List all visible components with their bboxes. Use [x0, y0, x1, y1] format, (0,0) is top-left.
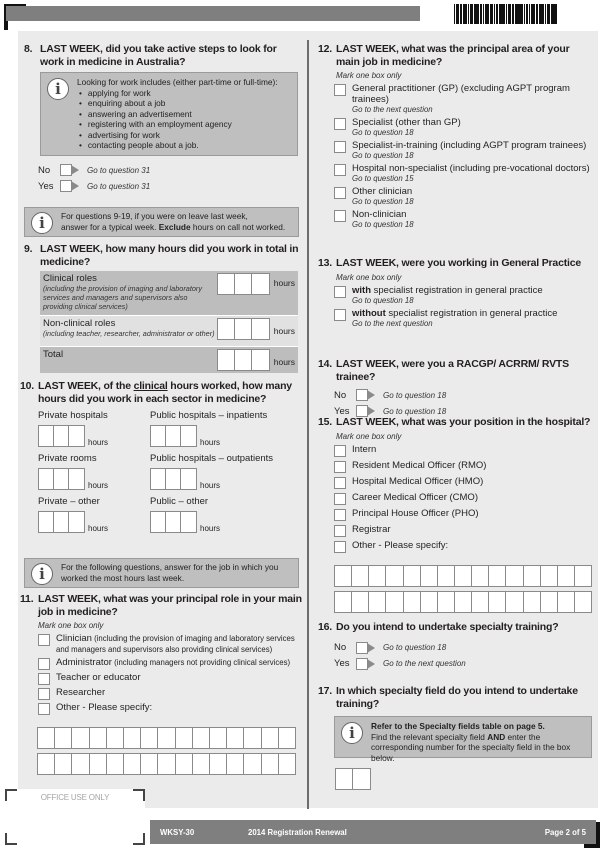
option-note: (including the provision of imaging and laboratory services and managers and supervisors also providing clinical services) — [56, 634, 295, 654]
checkbox[interactable] — [334, 477, 346, 489]
char-row[interactable] — [334, 565, 592, 587]
option-label: Intern — [352, 443, 377, 455]
arrow-icon — [367, 643, 375, 653]
info-icon: i — [341, 722, 363, 744]
option-teacher — [38, 672, 302, 685]
option-other — [38, 702, 302, 715]
unit-label: hours — [200, 438, 221, 447]
row-total — [40, 347, 298, 373]
sector-label: Private – other — [38, 496, 100, 507]
option-label: Other - Please specify: — [56, 702, 153, 713]
goto-instruction: Go to question 18 — [383, 406, 447, 416]
hours-input[interactable] — [38, 425, 85, 447]
question-text: LAST WEEK, did you take active steps to look for work in medicine in Australia? — [40, 43, 277, 68]
sector-private-rooms — [38, 453, 150, 490]
specialty-number-input[interactable] — [335, 768, 371, 790]
unit-label: hours — [273, 278, 295, 288]
sector-public-outpatients — [150, 453, 300, 490]
arrow-icon — [367, 406, 375, 416]
other-specify-input[interactable] — [334, 565, 592, 613]
info-item: • registering with an employment agency — [79, 119, 278, 130]
option-pho — [334, 508, 592, 521]
option-researcher — [38, 687, 302, 700]
option-label: specialist registration in general practice — [371, 284, 543, 296]
sector-public-other — [150, 496, 300, 533]
info-item: • contacting people about a job. — [79, 140, 278, 151]
goto-instruction: Go to question 31 — [87, 165, 151, 175]
question-number: 14. — [318, 358, 332, 370]
checkbox[interactable] — [334, 461, 346, 473]
option-other-clinician — [334, 186, 592, 207]
option-note: (including managers not providing clinical services) — [111, 658, 291, 667]
note-line — [61, 222, 285, 233]
crop-mark-bottom-right — [584, 822, 600, 848]
checkbox[interactable] — [334, 493, 346, 505]
question-number: 9. — [24, 243, 33, 255]
goto-instruction: Go to question 18 — [383, 643, 447, 652]
question-11 — [20, 593, 302, 775]
goto-instruction: Go to question 15 — [352, 174, 414, 183]
unit-label: hours — [88, 481, 109, 490]
column-divider — [307, 40, 309, 809]
unit-label: hours — [88, 438, 109, 447]
info-item: • advertising for work — [79, 130, 278, 141]
option-label: Teacher or educator — [56, 672, 141, 683]
checkbox[interactable] — [38, 703, 50, 715]
goto-instruction: Go to the next question — [383, 659, 466, 668]
arrow-icon — [367, 659, 375, 669]
option-non-clinician — [334, 209, 592, 230]
goto-instruction: Go to question 18 — [383, 390, 447, 400]
checkbox[interactable] — [38, 688, 50, 700]
question-number: 8. — [24, 43, 33, 55]
option-label: Administrator — [56, 657, 112, 668]
clinical-hours-input[interactable] — [217, 273, 270, 295]
question-text: Do you intend to undertake specialty training? — [336, 621, 559, 633]
option-no — [334, 640, 592, 656]
note-text: For the following questions, answer for the job in which you worked the most hours last week. — [61, 562, 279, 583]
option-other — [334, 540, 592, 553]
form-title: 2014 Registration Renewal — [248, 827, 347, 837]
info-item: • applying for work — [79, 88, 278, 99]
question-number: 16. — [318, 621, 332, 633]
info-box-following-questions — [24, 558, 299, 588]
question-14 — [318, 358, 592, 419]
option-no — [38, 162, 302, 178]
hours-input[interactable] — [38, 511, 85, 533]
goto-instruction: Go to the next question — [352, 105, 433, 114]
mark-instruction: Mark one box only — [336, 71, 402, 80]
option-label: General practitioner (GP) (excluding AGPT program trainees) — [352, 83, 570, 105]
option-yes — [38, 178, 302, 194]
barcode-icon — [454, 4, 596, 24]
char-row[interactable] — [334, 591, 592, 613]
form-code: WKSY-30 — [160, 827, 195, 837]
question-text: LAST WEEK, what was your position in the hospital? — [336, 416, 591, 428]
option-label: Yes — [38, 180, 54, 192]
checkbox[interactable] — [334, 187, 346, 199]
question-13 — [318, 257, 592, 329]
option-label: Clinician — [56, 633, 92, 644]
mark-instruction: Mark one box only — [38, 621, 104, 630]
question-10 — [20, 380, 302, 533]
row-label: Total — [43, 349, 64, 360]
info-emphasis: AND — [487, 731, 506, 742]
checkbox[interactable] — [334, 84, 346, 96]
question-text: LAST WEEK, what was your principal role in your main job in medicine? — [38, 593, 302, 618]
info-list — [79, 88, 278, 151]
question-15 — [318, 416, 592, 613]
info-icon: i — [47, 78, 69, 100]
note-text: answer for a typical week. — [61, 221, 159, 232]
option-label: Hospital Medical Officer (HMO) — [352, 475, 484, 487]
hours-input[interactable] — [150, 511, 197, 533]
option-specialist-in-training — [334, 140, 592, 161]
hours-input[interactable] — [150, 425, 197, 447]
option-specialist — [334, 117, 592, 138]
page-number: Page 2 of 5 — [544, 827, 586, 837]
header-bar — [6, 6, 420, 21]
checkbox[interactable] — [334, 118, 346, 130]
question-17 — [318, 685, 592, 790]
checkbox[interactable] — [334, 309, 346, 321]
question-text: LAST WEEK, were you working in General Practice — [336, 257, 581, 269]
hours-input[interactable] — [38, 468, 85, 490]
sector-label: Private rooms — [38, 453, 97, 464]
goto-instruction: Go to question 18 — [352, 197, 414, 206]
question-text: LAST WEEK, of the clinical hours worked, how many hours did you work in each sector in medicine? — [38, 380, 292, 405]
question-text: LAST WEEK, how many hours did you work in total in medicine? — [40, 243, 299, 268]
option-label: Specialist-in-training (including AGPT program trainees) — [352, 140, 587, 151]
option-cmo — [334, 492, 592, 505]
checkbox[interactable] — [334, 141, 346, 153]
option-without-specialist — [334, 308, 592, 329]
info-box-looking-for-work — [40, 72, 298, 156]
mark-instruction: Mark one box only — [336, 272, 402, 282]
row-non-clinical-roles — [40, 315, 298, 347]
option-label: Specialist (other than GP) — [352, 117, 461, 128]
info-icon: i — [31, 212, 53, 234]
question-12 — [318, 43, 592, 230]
question-number: 10. — [20, 380, 34, 392]
option-label: Yes — [334, 405, 350, 417]
info-box-specialty-fields — [334, 716, 592, 763]
option-label: No — [38, 164, 51, 176]
info-intro: Looking for work includes (either part-time or full-time): — [77, 77, 278, 87]
footer-bar — [150, 820, 596, 844]
checkbox[interactable] — [334, 286, 346, 298]
option-hmo — [334, 476, 592, 489]
question-number: 15. — [318, 416, 332, 428]
checkbox[interactable] — [334, 164, 346, 176]
option-label: Registrar — [352, 523, 391, 535]
option-label: Yes — [334, 658, 350, 669]
goto-instruction: Go to question 18 — [352, 151, 414, 160]
question-8 — [24, 43, 302, 194]
question-number: 17. — [318, 685, 332, 697]
hours-table — [40, 271, 298, 373]
unit-label: hours — [200, 481, 221, 490]
mark-instruction: Mark one box only — [336, 431, 402, 441]
checkbox[interactable] — [38, 673, 50, 685]
sector-public-inpatients — [150, 410, 300, 447]
sector-private-hospitals — [38, 410, 150, 447]
sector-label: Public hospitals – outpatients — [150, 453, 274, 464]
checkbox[interactable] — [334, 541, 346, 553]
question-number: 12. — [318, 43, 332, 55]
info-heading: Refer to the Specialty fields table on page 5. — [371, 721, 545, 731]
checkbox[interactable] — [334, 525, 346, 537]
checkbox[interactable] — [38, 634, 50, 646]
row-clinical-roles — [40, 271, 298, 315]
unit-label: hours — [273, 326, 295, 336]
question-number: 11. — [20, 593, 34, 605]
question-text: In which specialty field do you intend to undertake training? — [336, 685, 578, 710]
option-label: Principal House Officer (PHO) — [352, 507, 479, 519]
row-note: (including the provision of imaging and laboratory services and managers and supervisors also providing clinical services) — [43, 284, 203, 311]
option-intern — [334, 444, 592, 457]
info-box-leave-note — [24, 207, 299, 237]
office-use-label: OFFICE USE ONLY — [40, 793, 110, 802]
goto-instruction: Go to question 18 — [352, 295, 414, 305]
row-label: Clinical roles — [43, 273, 97, 284]
option-label: Career Medical Officer (CMO) — [352, 491, 478, 503]
info-text: Find the relevant specialty field — [371, 731, 488, 742]
info-item: • enquiring about a job — [79, 98, 278, 109]
note-line: For questions 9-19, if you were on leave last week, — [61, 211, 248, 221]
unit-label: hours — [200, 524, 221, 533]
arrow-icon — [71, 165, 79, 175]
option-emphasis: without — [352, 307, 386, 319]
question-16 — [318, 621, 592, 672]
checkbox[interactable] — [334, 509, 346, 521]
option-yes — [334, 656, 592, 672]
option-emphasis: with — [352, 284, 371, 296]
info-text: enter the corresponding number for the specialty field in the box below. — [371, 731, 571, 763]
char-row[interactable] — [37, 753, 296, 775]
note-text: hours on call not worked. — [190, 221, 286, 232]
goto-instruction: Go to question 31 — [87, 181, 151, 191]
sector-private-other — [38, 496, 150, 533]
option-hospital-non-specialist — [334, 163, 592, 184]
arrow-icon — [367, 390, 375, 400]
option-label: specialist registration in general practice — [385, 307, 558, 319]
char-row[interactable] — [37, 727, 296, 749]
unit-label: hours — [273, 357, 295, 367]
goto-instruction: Go to question 18 — [352, 128, 414, 137]
option-label: Other - Please specify: — [352, 539, 449, 551]
checkbox[interactable] — [334, 445, 346, 457]
option-label: No — [334, 642, 347, 653]
checkbox[interactable] — [334, 210, 346, 222]
note-emphasis: Exclude — [158, 221, 191, 232]
row-note: (including teacher, researcher, administrator or other) — [43, 329, 215, 338]
option-label: Resident Medical Officer (RMO) — [352, 459, 487, 471]
non-clinical-hours-input[interactable] — [217, 318, 270, 340]
question-text: LAST WEEK, were you a RACGP/ ACRRM/ RVTS trainee? — [336, 358, 569, 383]
hours-input[interactable] — [150, 468, 197, 490]
sector-label: Private hospitals — [38, 410, 108, 421]
option-rmo — [334, 460, 592, 473]
option-label: Researcher — [56, 687, 106, 698]
option-registrar — [334, 524, 592, 537]
option-label: Hospital non-specialist (including pre-vocational doctors) — [352, 163, 590, 174]
option-administrator — [38, 657, 302, 670]
option-label: Other clinician — [352, 186, 413, 197]
question-9 — [24, 243, 302, 373]
option-clinician — [38, 633, 302, 655]
total-hours-input[interactable] — [217, 349, 270, 371]
info-icon: i — [31, 563, 53, 585]
unit-label: hours — [88, 524, 109, 533]
sector-grid — [38, 410, 302, 533]
option-label: Non-clinician — [352, 209, 407, 220]
arrow-icon — [71, 181, 79, 191]
sector-label: Public – other — [150, 496, 209, 507]
checkbox[interactable] — [38, 658, 50, 670]
option-no — [334, 387, 592, 403]
row-label: Non-clinical roles — [43, 318, 116, 329]
info-item: • answering an advertisement — [79, 109, 278, 120]
sector-label: Public hospitals – inpatients — [150, 410, 268, 421]
goto-instruction: Go to the next question — [352, 318, 433, 328]
goto-instruction: Go to question 18 — [352, 220, 414, 229]
option-gp — [334, 83, 592, 115]
other-specify-input[interactable] — [37, 727, 296, 775]
question-text: LAST WEEK, what was the principal area of your main job in medicine? — [336, 43, 570, 68]
question-number: 13. — [318, 257, 332, 269]
option-label: No — [334, 389, 347, 401]
option-with-specialist — [334, 285, 592, 306]
office-use-box — [5, 789, 145, 845]
